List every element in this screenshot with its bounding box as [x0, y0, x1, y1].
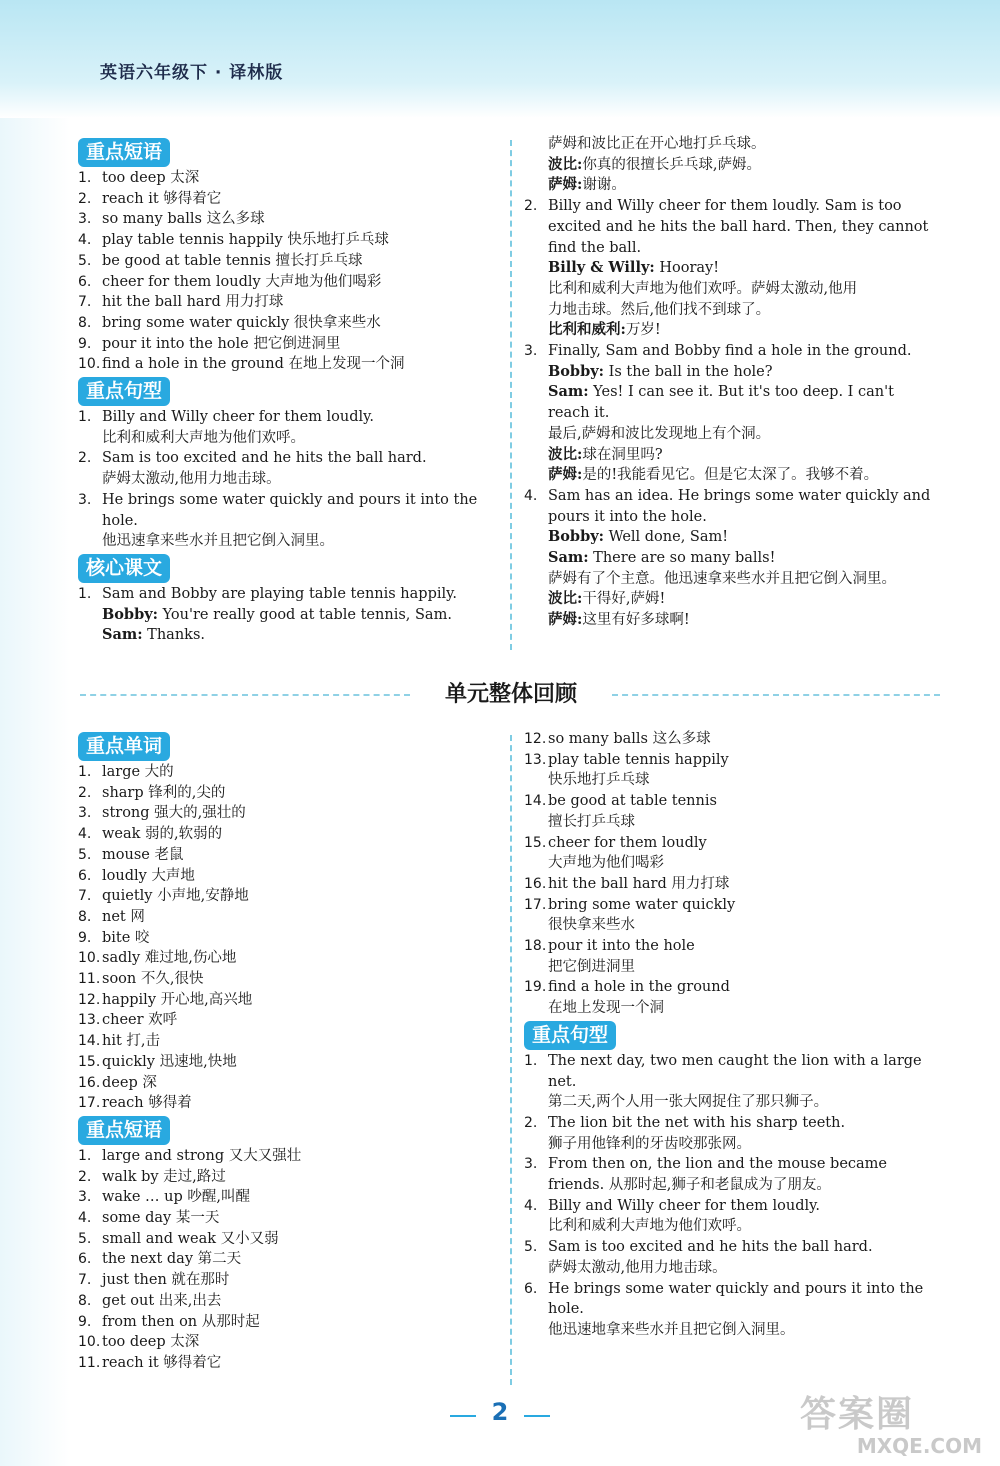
list-item: 18. pour it into the hole: [524, 938, 695, 955]
list-item: 10. find a hole in the ground 在地上发现一个洞: [78, 356, 405, 373]
list-item: 2. reach it 够得着它: [78, 190, 222, 207]
translation: 萨姆太激动,他用力地击球。: [102, 471, 281, 488]
dialogue-line: Sam: There are so many balls!: [548, 549, 776, 567]
paragraph-line: reach it.: [548, 405, 610, 422]
list-item: 15. quickly 迅速地,快地: [78, 1053, 237, 1070]
page-number-value: 2: [491, 1398, 509, 1426]
list-item: 8. get out 出来,出去: [78, 1292, 222, 1309]
list-item: 6. loudly 大声地: [78, 867, 195, 884]
list-item: 6. He brings some water quickly and pours it into the: [524, 1280, 924, 1297]
list-item: 1. too deep 太深: [78, 170, 200, 186]
core-text-paragraph-4: 4. Sam has an idea. He brings some water quickly and pours it into the hole. Bobby: Well done, Sam! Sam: There are so many balls! 萨姆有了个主意。他迅速拿来些水并且把它倒入洞里。 波比:干得好,萨姆! 萨姆:这里有好多球啊!: [524, 486, 944, 631]
key-phrases-list: [78, 168, 498, 375]
list-item: 3. strong 强大的,强壮的: [78, 805, 246, 822]
list-item: 7. hit the ball hard 用力打球: [78, 294, 284, 311]
list-item: 6. the next day 第二天: [78, 1251, 242, 1268]
key-phrases-review-list: [78, 1146, 498, 1374]
upper-right-column: [524, 134, 944, 631]
list-item: 12. happily 开心地,高兴地: [78, 991, 253, 1008]
list-item: 13. play table tennis happily: [524, 751, 729, 768]
page-number-bar-left: [450, 1415, 476, 1417]
heading-key-sentences: 重点句型: [78, 377, 170, 406]
list-item: 4. some day 某一天: [78, 1210, 220, 1227]
core-text-paragraph-2: 2. Billy and Willy cheer for them loudly. Sam is too excited and he hits the ball hard. Then, they cannot find the ball. Billy & Willy: Hooray! 比利和威利大声地为他们欢呼。萨姆太激动,他用 力地击球。然后,他们找不到球了。 比利和威利:万岁!: [524, 196, 944, 341]
dialogue-line: Billy & Willy: Hooray!: [548, 259, 720, 277]
unit-review-title-bar: [80, 680, 940, 710]
list-item: 9. from then on 从那时起: [78, 1313, 260, 1330]
dialogue-line: 比利和威利:万岁!: [548, 321, 661, 339]
list-item: 5. be good at table tennis 擅长打乒乓球: [78, 252, 363, 269]
dialogue-line: Bobby: You're really good at table tennis, Sam.: [102, 605, 452, 623]
list-item: 16. hit the ball hard 用力打球: [524, 875, 730, 892]
dialogue-line: Bobby: Is the ball in the hole?: [548, 362, 773, 380]
list-item: 1. The next day, two men caught the lion with a large: [524, 1052, 922, 1069]
heading-key-phrases-review: 重点短语: [78, 1116, 170, 1145]
list-item: 9. bite 咬: [78, 929, 150, 946]
dialogue-line: 波比:你真的很擅长乒乓球,萨姆。: [548, 155, 761, 173]
watermark-logo: [800, 1395, 990, 1460]
dialogue-line: 萨姆:这里有好多球啊!: [548, 611, 690, 629]
list-item: 2. The lion bit the net with his sharp teeth.: [524, 1114, 846, 1131]
translation: 他迅速地拿来些水并且把它倒入洞里。: [548, 1321, 795, 1338]
translation: 狮子用他锋利的牙齿咬那张网。: [548, 1135, 751, 1152]
list-item: 13. cheer 欢呼: [78, 1012, 178, 1029]
heading-key-words: 重点单词: [78, 732, 170, 761]
list-item: 7. just then 就在那时: [78, 1272, 230, 1289]
list-item: 10. too deep 太深: [78, 1334, 200, 1351]
list-item: 1. large and strong 又大又强壮: [78, 1147, 302, 1164]
paragraph-line: find the ball.: [548, 239, 642, 256]
dialogue-line: 波比:干得好,萨姆!: [548, 590, 666, 608]
upper-left-column: [78, 136, 498, 646]
translation: 擅长打乒乓球: [548, 813, 635, 830]
list-item: 2. walk by 走过,路过: [78, 1168, 226, 1185]
page-header: [0, 0, 1000, 118]
list-item: 11. soon 不久,很快: [78, 971, 204, 988]
watermark-url: MXQE.COM: [856, 1434, 982, 1458]
translation: 他迅速拿来些水并且把它倒入洞里。: [102, 533, 334, 550]
key-sentences-list: [78, 407, 498, 552]
column-divider: [510, 140, 512, 650]
heading-key-phrases: 重点短语: [78, 138, 170, 167]
dialogue-line: Sam: Yes! I can see it. But it's too deep. I can't: [548, 383, 894, 401]
sentence-continuation: net.: [548, 1073, 577, 1090]
title-dash-right: [612, 694, 940, 696]
list-item: 17. reach 够得着: [78, 1095, 192, 1112]
translation: 很快拿来些水: [548, 917, 635, 934]
list-item: 3. so many balls 这么多球: [78, 211, 265, 228]
page-number-bar-right: [524, 1415, 550, 1417]
dialogue-line: Bobby: Well done, Sam!: [548, 528, 729, 546]
paragraph-line: excited and he hits the ball hard. Then, they cannot: [548, 218, 929, 235]
core-text-paragraph-1: 1. Sam and Bobby are playing table tennis happily. Bobby: You're really good at table tennis, Sam. Sam: Thanks.: [78, 584, 498, 646]
list-item: 1. large 大的: [78, 764, 174, 780]
list-item: 3. From then on, the lion and the mouse became: [524, 1156, 888, 1173]
translation: 比利和威利大声地为他们欢呼。萨姆太激动,他用: [548, 280, 858, 297]
key-sentences-review-list: [524, 1051, 944, 1341]
list-item: 16. deep 深: [78, 1074, 157, 1091]
sentence-continuation: hole.: [102, 512, 138, 529]
list-item: 8. net 网: [78, 908, 145, 925]
list-item: 5. small and weak 又小又弱: [78, 1230, 279, 1247]
list-item: 14. hit 打,击: [78, 1033, 161, 1050]
list-item: 15. cheer for them loudly: [524, 834, 707, 851]
translation: 把它倒进洞里: [548, 958, 635, 975]
column-divider: [510, 735, 512, 1385]
list-item: 19. find a hole in the ground: [524, 979, 730, 996]
translation: 力地击球。然后,他们找不到球了。: [548, 301, 771, 318]
translation: 萨姆太激动,他用力地击球。: [548, 1259, 727, 1276]
sentence-continuation: hole.: [548, 1301, 584, 1318]
list-item: 2. Sam is too excited and he hits the ball hard.: [78, 450, 427, 467]
translation: 萨姆和波比正在开心地打乒乓球。: [548, 136, 766, 152]
heading-core-text: 核心课文: [78, 554, 170, 583]
list-item: 9. pour it into the hole 把它倒进洞里: [78, 335, 341, 352]
list-item: 3. He brings some water quickly and pours it into the: [78, 491, 478, 508]
dialogue-line: Sam: Thanks.: [102, 626, 206, 644]
dialogue-line: 波比:球在洞里吗?: [548, 445, 663, 463]
title-dash-left: [80, 694, 410, 696]
list-item: 7. quietly 小声地,安静地: [78, 888, 249, 905]
list-item: 4. play table tennis happily 快乐地打乒乓球: [78, 232, 389, 249]
translation: 大声地为他们喝彩: [548, 855, 664, 872]
list-item: 5. mouse 老鼠: [78, 846, 184, 863]
translation: 比利和威利大声地为他们欢呼。: [548, 1218, 751, 1235]
list-item: 1. Billy and Willy cheer for them loudly.: [78, 409, 375, 426]
list-item: 5. Sam is too excited and he hits the ball hard.: [524, 1239, 873, 1256]
sentence-continuation: friends. 从那时起,狮子和老鼠成为了朋友。: [548, 1177, 831, 1194]
translation: 最后,萨姆和波比发现地上有个洞。: [548, 425, 771, 442]
heading-key-sentences-review: 重点句型: [524, 1021, 616, 1050]
key-phrases-review-list-cont: [524, 729, 944, 1019]
lower-right-column: [524, 729, 944, 1341]
translation: 快乐地打乒乓球: [548, 772, 650, 789]
list-item: 17. bring some water quickly: [524, 896, 736, 913]
list-item: 4. weak 弱的,软弱的: [78, 826, 223, 843]
list-item: 8. bring some water quickly 很快拿来些水: [78, 314, 381, 331]
list-item: 11. reach it 够得着它: [78, 1354, 222, 1371]
list-item: 12. so many balls 这么多球: [524, 731, 711, 747]
list-item: 10. sadly 难过地,伤心地: [78, 950, 237, 967]
lower-left-column: [78, 730, 498, 1374]
translation: 比利和威利大声地为他们欢呼。: [102, 429, 305, 446]
paragraph-line: pours it into the hole.: [548, 508, 707, 525]
translation: 第二天,两个人用一张大网捉住了那只狮子。: [548, 1094, 829, 1111]
list-item: 14. be good at table tennis: [524, 793, 717, 810]
list-item: 2. sharp 锋利的,尖的: [78, 784, 226, 801]
key-words-list: [78, 762, 498, 1114]
watermark-text: 答案圈: [800, 1394, 915, 1435]
list-item: 4. Billy and Willy cheer for them loudly.: [524, 1197, 821, 1214]
translation: 萨姆有了个主意。他迅速拿来些水并且把它倒入洞里。: [548, 570, 896, 587]
dialogue-line: 萨姆:是的!我能看见它。但是它太深了。我够不着。: [548, 466, 879, 484]
left-margin-strip: [0, 118, 70, 1466]
translation: 在地上发现一个洞: [548, 1000, 664, 1017]
dialogue-line: 萨姆:谢谢。: [548, 176, 626, 194]
page-number: [440, 1398, 560, 1432]
unit-review-title: 单元整体回顾: [426, 680, 596, 710]
list-item: 6. cheer for them loudly 大声地为他们喝彩: [78, 273, 382, 290]
book-title: 英语六年级下 · 译林版: [100, 63, 284, 83]
core-text-paragraph-3: 3. Finally, Sam and Bobby find a hole in the ground. Bobby: Is the ball in the hole? Sam: Yes! I can see it. But it's too deep. I can't reach it. 最后,萨姆和波比发现地上有个洞。 波比:球在洞里吗? 萨姆:是的!我能看见它。但是它太深了。我够不着。: [524, 341, 944, 486]
list-item: 3. wake … up 吵醒,叫醒: [78, 1189, 250, 1206]
